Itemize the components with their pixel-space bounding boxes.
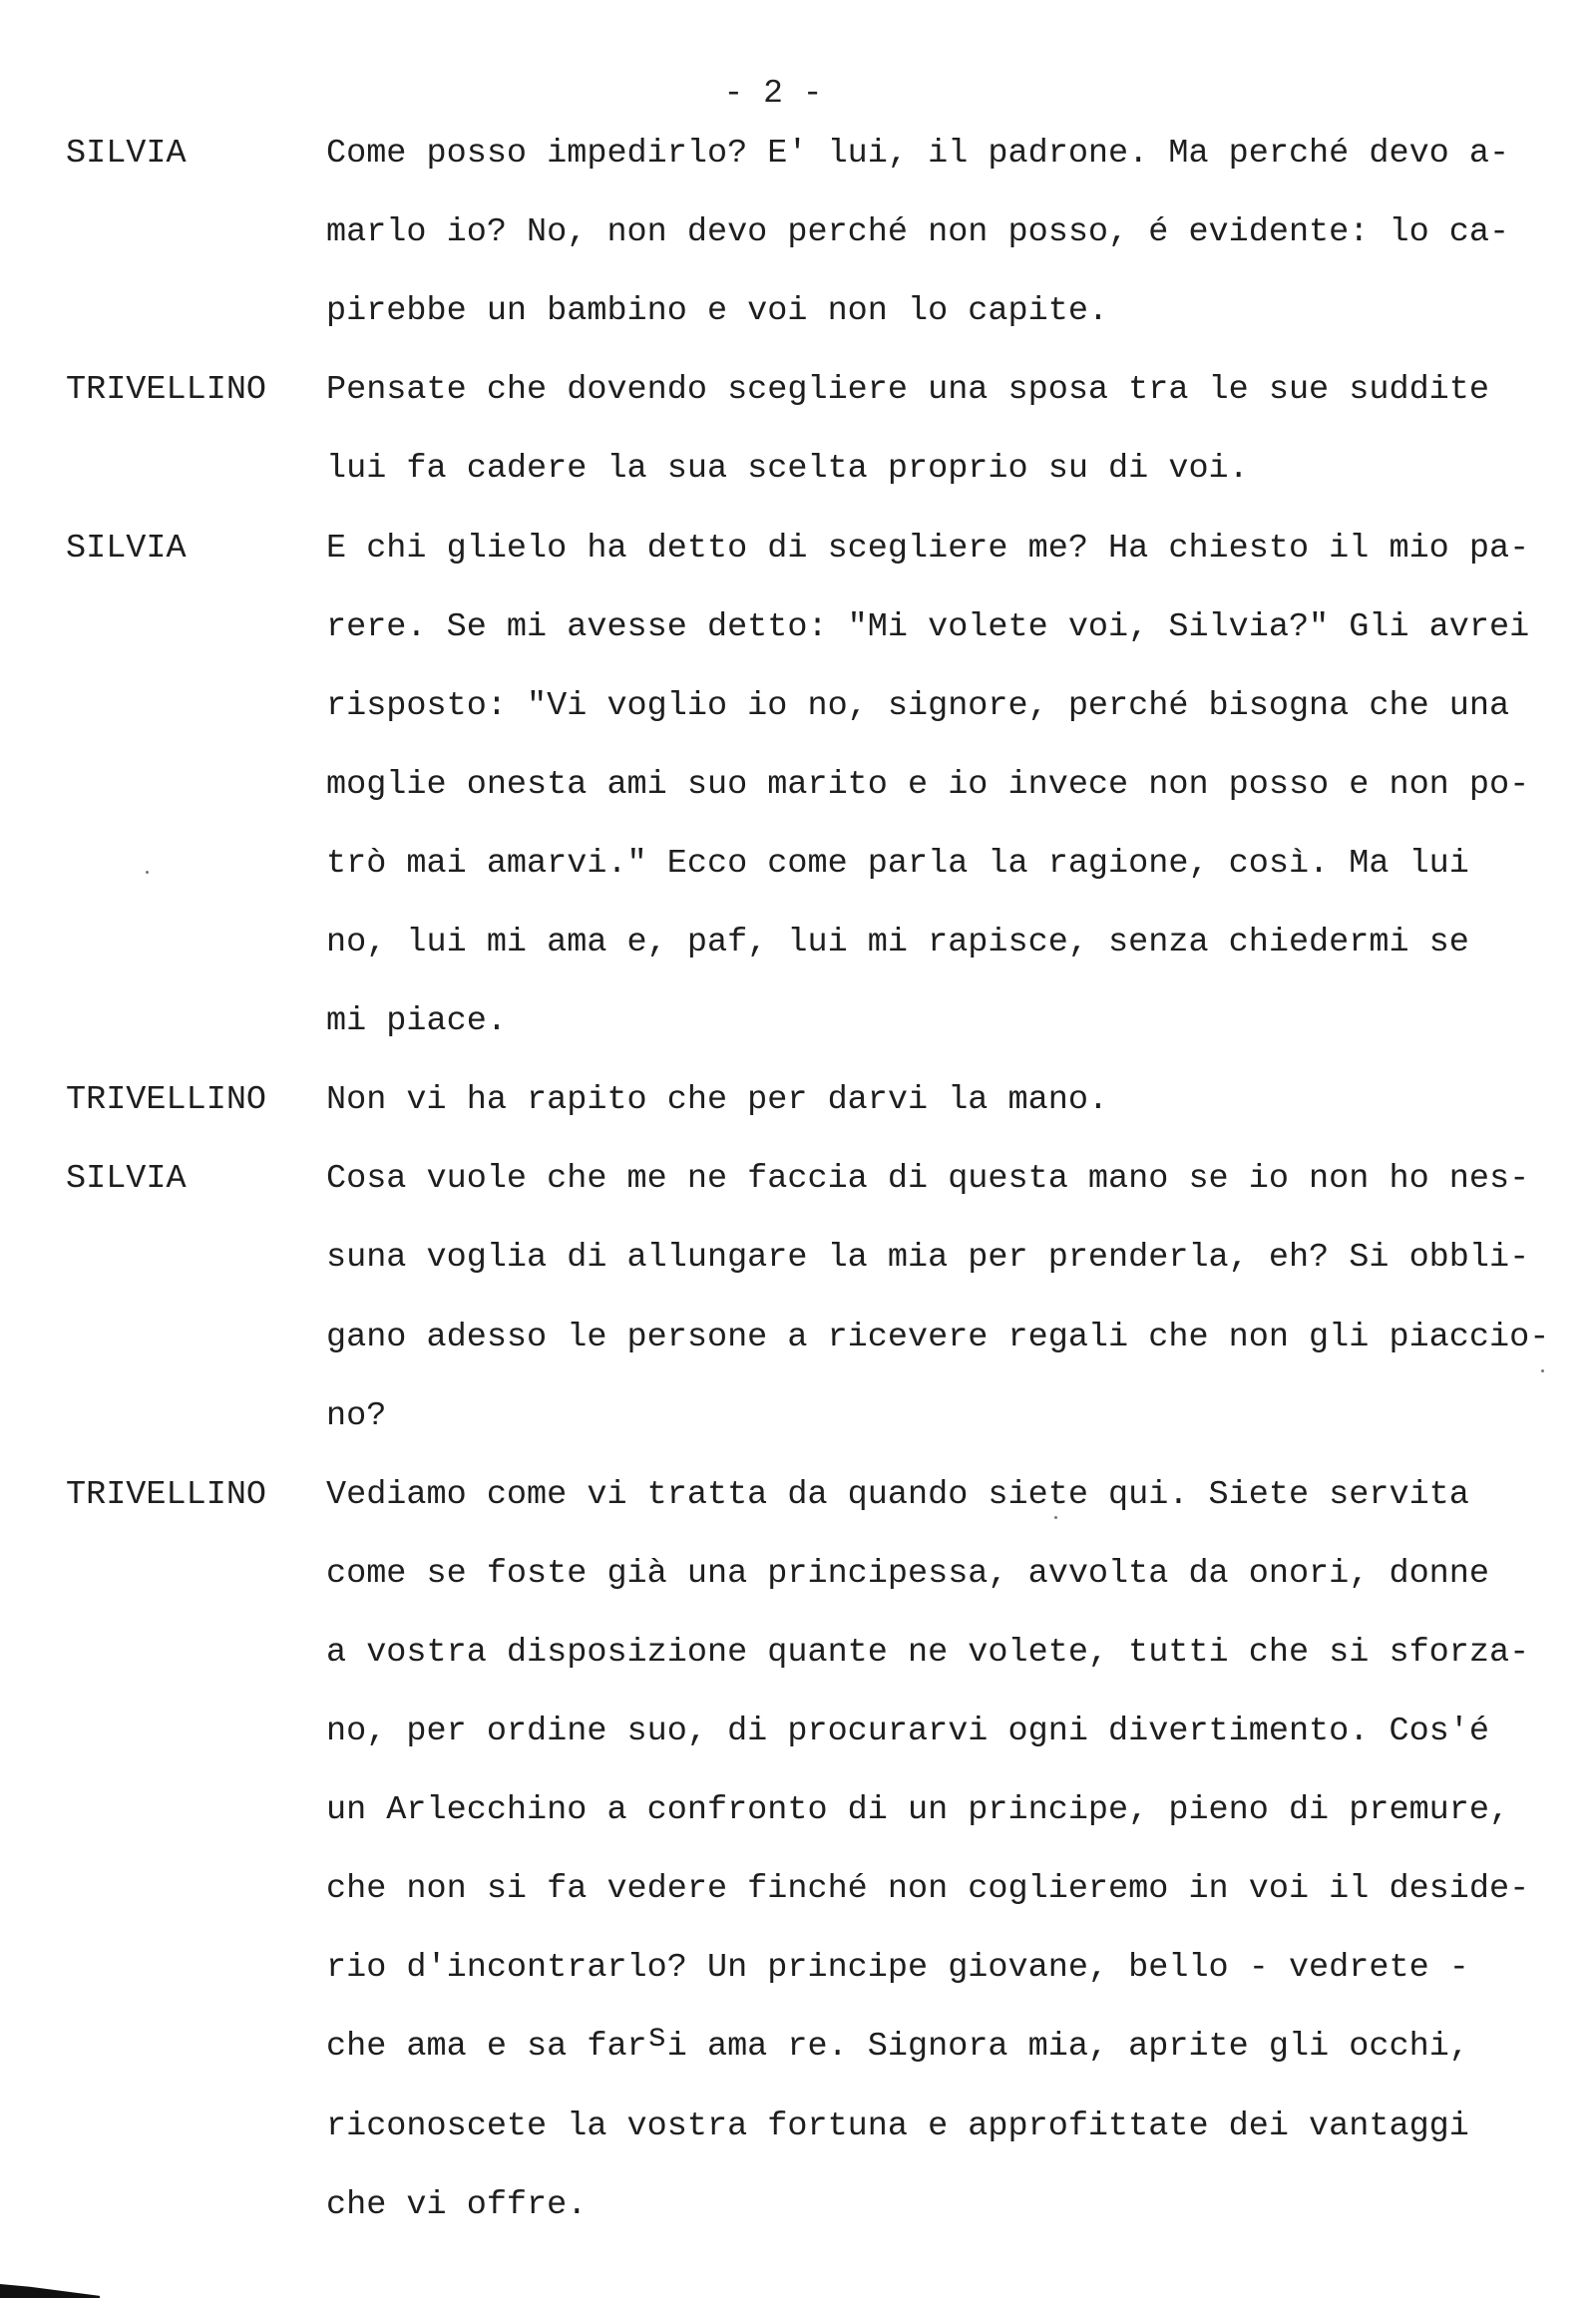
dialogue-row (0, 1790, 1596, 1830)
dialogue-row (0, 2185, 1596, 2225)
dialogue-row (0, 923, 1596, 962)
dialogue-row (0, 212, 1596, 252)
dialogue-row (0, 1948, 1596, 1988)
raised-character: s (646, 2019, 667, 2058)
dialogue-line: no? (326, 1396, 387, 1435)
dialogue-row (0, 1396, 1596, 1436)
scan-speck (1541, 1369, 1544, 1372)
dialogue-row (0, 686, 1596, 726)
dialogue-line: moglie onesta ami suo marito e io invece non posso e non po- (326, 765, 1530, 804)
speaker-name: SILVIA (66, 135, 187, 173)
dialogue-line: no, lui mi ama e, paf, lui mi rapisce, senza chiedermi se (326, 924, 1469, 961)
dialogue-row (0, 1159, 1596, 1199)
dialogue-row (0, 607, 1596, 647)
dialogue-line: pirebbe un bambino e voi non lo capite. (326, 292, 1109, 331)
scan-edge-artifact (0, 2284, 100, 2298)
dialogue-line: trò mai amarvi." Ecco come parla la ragione, così. Ma lui (326, 844, 1469, 883)
dialogue-row (0, 1475, 1596, 1515)
dialogue-line: lui fa cadere la sua scelta proprio su di voi. (326, 450, 1249, 489)
dialogue-row (0, 529, 1596, 569)
dialogue-row (0, 2106, 1596, 2146)
dialogue-row (0, 370, 1596, 410)
dialogue-line: rio d'incontrarlo? Un principe giovane, bello - vedrete - (326, 1949, 1469, 1988)
dialogue-row (0, 1080, 1596, 1120)
dialogue-row (0, 1633, 1596, 1673)
speaker-name: TRIVELLINO (66, 371, 267, 410)
dialogue-line: un Arlecchino a confronto di un principe, pieno di premure, (326, 1791, 1510, 1830)
dialogue-row (0, 1238, 1596, 1278)
dialogue-row (0, 1554, 1596, 1594)
dialogue-line: che ama e sa farsi ama re. Signora mia, aprite gli occhi, (326, 2019, 1469, 2067)
dialogue-row (0, 1712, 1596, 1751)
scan-speck (1054, 1516, 1057, 1519)
dialogue-line: che vi offre. (326, 2185, 588, 2224)
dialogue-line: Vediamo come vi tratta da quando siete qui. Siete servita (326, 1475, 1469, 1514)
speaker-name: SILVIA (66, 1160, 187, 1199)
dialogue-row (0, 291, 1596, 331)
dialogue-row (0, 1318, 1596, 1357)
speaker-name: SILVIA (66, 529, 187, 568)
dialogue-line: che non si fa vedere finché non coglieremo in voi il deside- (326, 1870, 1530, 1909)
dialogue-line: risposto: "Vi voglio io no, signore, perché bisogna che una (326, 686, 1510, 725)
dialogue-line: a vostra disposizione quante ne volete, tutti che si sforza- (326, 1633, 1530, 1672)
dialogue-line: mi piace. (326, 1002, 507, 1041)
dialogue-line: suna voglia di allungare la mia per prenderla, eh? Si obbli- (326, 1239, 1530, 1278)
dialogue-line: come se foste già una principessa, avvolta da onori, donne (326, 1554, 1489, 1593)
speaker-name: TRIVELLINO (66, 1475, 267, 1514)
dialogue-row (0, 844, 1596, 884)
dialogue-row (0, 1001, 1596, 1041)
dialogue-row (0, 1869, 1596, 1909)
speaker-name: TRIVELLINO (66, 1081, 267, 1120)
dialogue-row (0, 765, 1596, 805)
dialogue-line: E chi glielo ha detto di scegliere me? Ha chiesto il mio pa- (326, 529, 1530, 568)
dialogue-line: Non vi ha rapito che per darvi la mano. (326, 1081, 1109, 1120)
dialogue-line: no, per ordine suo, di procurarvi ogni divertimento. Cos'é (326, 1713, 1489, 1750)
dialogue-line: Come posso impedirlo? E' lui, il padrone. Ma perché devo a- (326, 135, 1510, 173)
dialogue-row (0, 134, 1596, 174)
dialogue-row (0, 449, 1596, 489)
dialogue-line: Pensate che dovendo scegliere una sposa tra le sue suddite (326, 371, 1489, 410)
dialogue-line: gano adesso le persone a ricevere regali che non gli piaccio- (326, 1318, 1550, 1356)
dialogue-line: riconoscete la vostra fortuna e approfittate dei vantaggi (326, 2106, 1469, 2145)
dialogue-row (0, 2019, 1596, 2067)
scan-speck (146, 871, 149, 874)
page-number: - 2 - (723, 75, 823, 112)
dialogue-line: Cosa vuole che me ne faccia di questa mano se io non ho nes- (326, 1160, 1530, 1199)
dialogue-line: marlo io? No, non devo perché non posso, é evidente: lo ca- (326, 213, 1510, 252)
dialogue-line: rere. Se mi avesse detto: "Mi volete voi, Silvia?" Gli avrei (326, 607, 1530, 646)
